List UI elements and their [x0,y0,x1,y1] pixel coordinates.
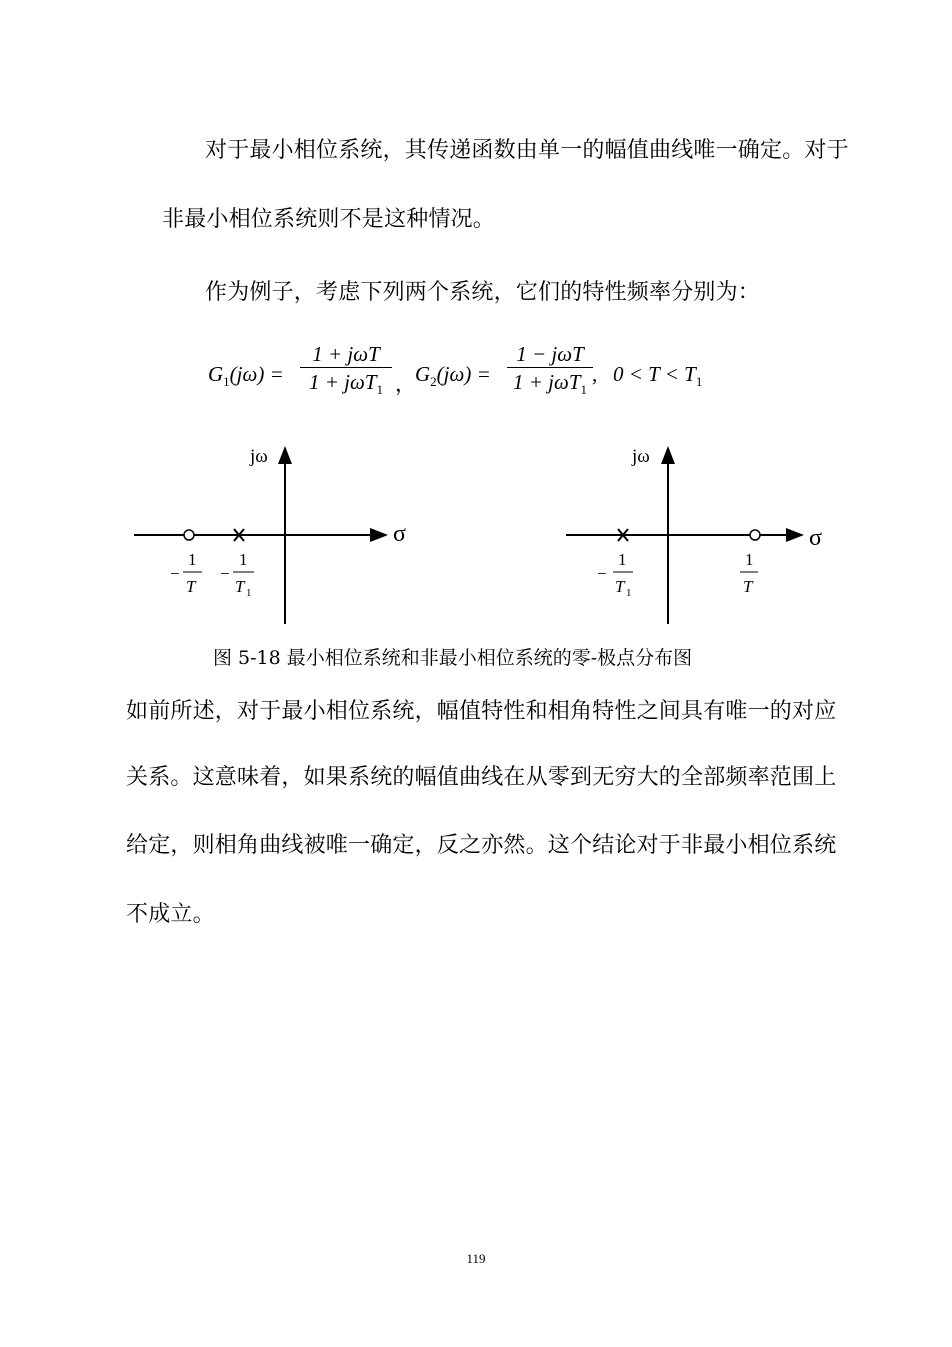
g2-fraction [507,342,593,398]
paragraph-5: 关系。这意味着，如果系统的幅值曲线在从零到无穷大的全部频率范围上 [126,765,837,790]
paragraph-6: 给定，则相角曲线被唯一确定，反之亦然。这个结论对于非最小相位系统 [126,833,837,858]
g2-lhs: $G_2(j\omega)$ = [415,362,491,390]
real-axis-label: σ [809,525,822,551]
pole-zero-diagram-nonminimum-phase [560,436,840,628]
pole-label-numerator: 1 [239,550,248,569]
zero-label-minus: − [170,564,180,583]
pole-label-subscript: 1 [246,587,252,599]
transfer-function-formula [200,338,740,416]
page-number: 119 [466,1251,486,1266]
g1-denominator: 1 + jωT$_1$ [300,367,392,398]
g1-fraction [300,342,392,398]
zero-label-numerator: 1 [188,550,197,569]
paragraph-3: 作为例子，考虑下列两个系统，它们的特性频率分别为： [205,280,761,305]
imaginary-axis-label: jω [250,446,268,467]
paragraph-2: 非最小相位系统则不是这种情况。 [162,207,496,232]
pole-label-minus: − [220,564,230,583]
imaginary-axis-label: jω [632,446,650,467]
g2-denominator: 1 + jωT$_1$ [507,367,593,398]
zero-marker [750,530,760,540]
real-axis-arrow [786,528,804,542]
paragraph-7: 不成立。 [126,902,215,927]
real-axis-arrow [370,528,388,542]
zero-label-denominator: T [186,577,196,596]
imaginary-axis-arrow [278,446,292,464]
paragraph-1: 对于最小相位系统，其传递函数由单一的幅值曲线唯一确定。对于 [205,138,849,163]
imaginary-axis-arrow [661,446,675,464]
pole-zero-diagram-minimum-phase [120,436,440,628]
formula-condition: , $0 < T < T_1$ [592,362,703,390]
zero-label-denominator: T [743,577,753,596]
g1-numerator: 1 + jωT [312,342,380,366]
pole-label-numerator: 1 [618,550,627,569]
g1-lhs: $G_1(j\omega)$ = [208,362,284,390]
real-axis-label: σ [393,521,406,547]
pole-label-subscript: 1 [626,587,632,599]
figure-caption: 图 5-18 最小相位系统和非最小相位系统的零-极点分布图 [213,647,693,669]
zero-marker [184,530,194,540]
zero-label-numerator: 1 [745,550,754,569]
paragraph-4: 如前所述，对于最小相位系统，幅值特性和相角特性之间具有唯一的对应 [126,699,837,724]
pole-label-minus: − [597,564,607,583]
g2-numerator: 1 − jωT [516,342,584,366]
pole-label-denominator: T [615,577,625,596]
pole-label-denominator: T [235,577,245,596]
formula-separator: ， [395,372,416,396]
